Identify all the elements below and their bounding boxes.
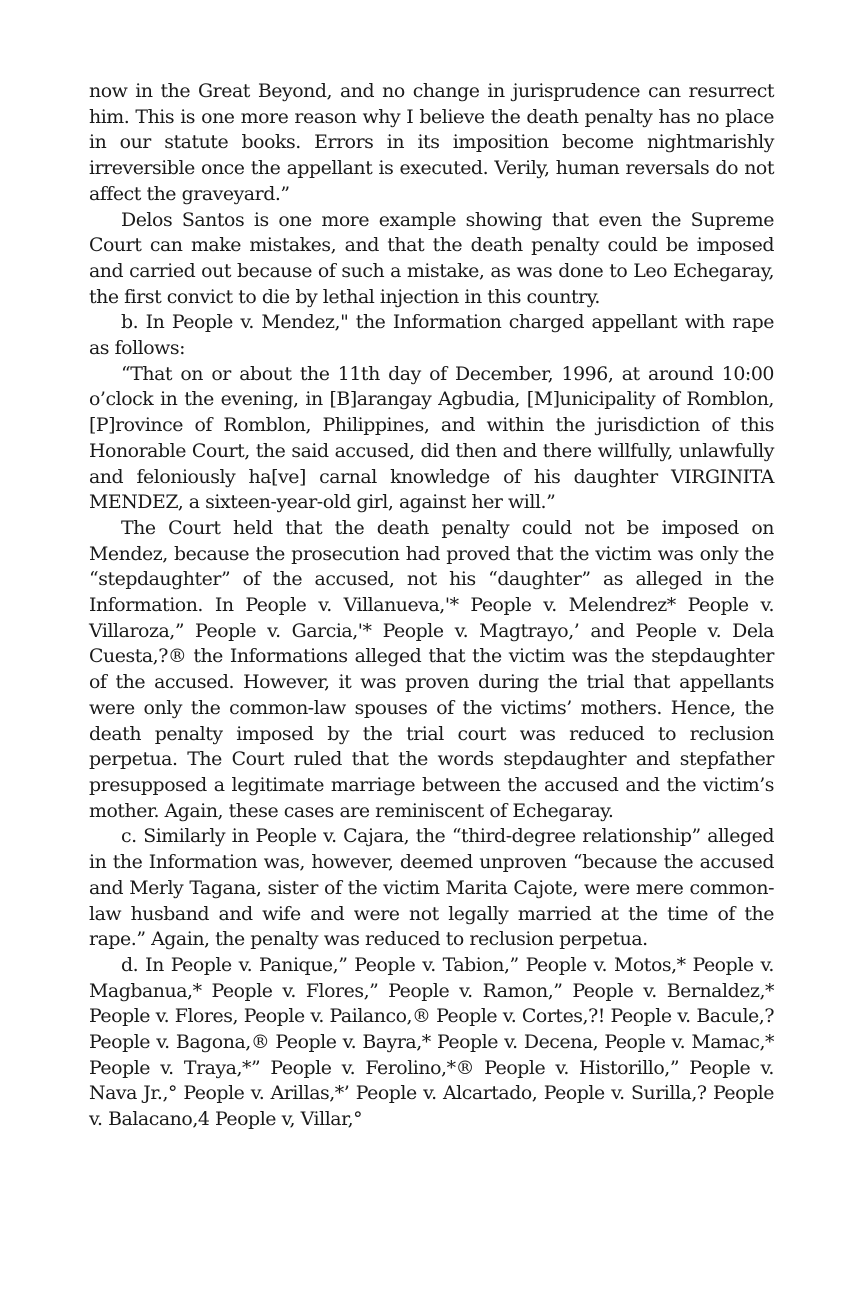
paragraph-information-quote: “That on or about the 11th day of December, 1996, at around 10:00 o’clock in the evening, in [B]arangay Agbudia, [M]unicipality of Romblon, [P]rovince of Romblon, Philippines, and within the jurisdiction of this Honorable Court, the said accused, did then and there willfully, unlawfully and feloniously ha[ve] carnal knowledge of his daughter VIRGINITA MENDEZ, a sixteen-year-old girl, against her will.”: [89, 362, 774, 514]
document-page: [89, 79, 774, 1133]
paragraph-cajara: c. Similarly in People v. Cajara, the “third-degree relationship” alleged in the Information was, however, deemed unproven “because the accused and Merly Tagana, sister of the victim Marita Cajote, were mere common-law husband and wife and were not legally married at the time of the rape.” Again, the penalty was reduced to reclusion perpetua.: [89, 825, 774, 951]
paragraph-continuation: now in the Great Beyond, and no change in jurisprudence can resurrect him. This is one more reason why I believe the death penalty has no place in our statute books. Errors in its imposition become nightmarishly irreversible once the appellant is executed. Verily, human reversals do not affect the graveyard.”: [89, 80, 774, 205]
paragraph-court-held: The Court held that the death penalty could not be imposed on Mendez, because the prosecution had proved that the victim was only the “stepdaughter” of the accused, not his “daughter” as alleged in the Information. In People v. Villanueva,'* People v. Melendrez* People v. Villaroza,” People v. Garcia,'* People v. Magtrayo,’ and People v. Dela Cuesta,?® the Informations alleged that the victim was the stepdaughter of the accused. However, it was proven during the trial that appellants were only the common-law spouses of the victims’ mothers. Hence, the death penalty imposed by the trial court was reduced to reclusion perpetua. The Court ruled that the words stepdaughter and stepfather presupposed a legitimate marriage between the accused and the victim’s mother. Again, these cases are reminiscent of Echegaray.: [89, 516, 774, 822]
paragraph-mendez-intro: b. In People v. Mendez," the Information charged appellant with rape as follows:: [89, 311, 774, 360]
paragraph-delos-santos: Delos Santos is one more example showing that even the Supreme Court can make mistakes, and that the death penalty could be imposed and carried out because of such a mistake, as was done to Leo Echegaray, the first convict to die by lethal injection in this country.: [89, 208, 774, 308]
paragraph-case-list: d. In People v. Panique,” People v. Tabion,” People v. Motos,* People v. Magbanua,* People v. Flores,” People v. Ramon,” People v. Bernaldez,* People v. Flores, People v. Pailanco,® People v. Cortes,?! People v. Bacule,? People v. Bagona,® People v. Bayra,* People v. Decena, People v. Mamac,* People v. Traya,*” People v. Ferolino,*® People v. Historillo,” People v. Nava Jr.,° People v. Arillas,*’ People v. Alcartado, People v. Surilla,? People v. Balacano,4 People v, Villar,°: [89, 953, 774, 1131]
